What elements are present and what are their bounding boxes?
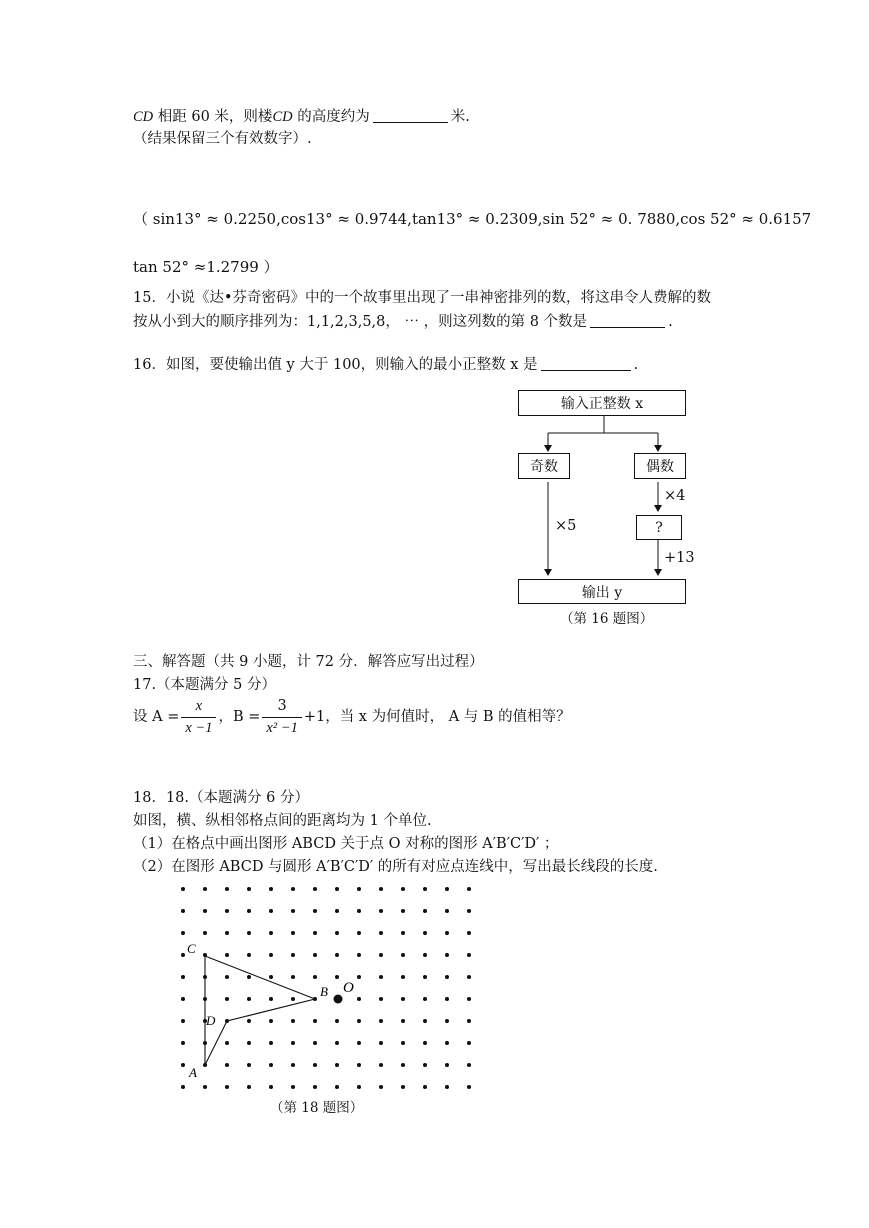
grid-dot — [291, 909, 295, 913]
q16-text-end: . — [633, 357, 639, 373]
grid-dot — [181, 953, 185, 957]
grid-dot — [423, 1085, 427, 1089]
grid-dot — [467, 953, 471, 957]
grid-dot — [445, 1019, 449, 1023]
q15-line2-wrap — [133, 313, 673, 331]
section3-title: 三、解答题（共 9 小题，计 72 分．解答应写出过程） — [133, 654, 484, 670]
q17-frac1-den: x −1 — [181, 717, 216, 737]
grid-dot — [247, 1041, 251, 1045]
q18-grid-figure — [170, 878, 490, 1098]
grid-dot — [335, 1041, 339, 1045]
flow-plus13: +13 — [664, 550, 695, 566]
grid-dot — [467, 1019, 471, 1023]
q16-text: 16．如图，要使输出值 y 大于 100，则输入的最小正整数 x 是 — [133, 357, 538, 373]
grid-dot — [335, 975, 339, 979]
grid-dot — [379, 953, 383, 957]
grid-dot — [467, 887, 471, 891]
label-c: C — [187, 941, 196, 956]
grid-dot — [401, 1041, 405, 1045]
grid-dot — [335, 909, 339, 913]
grid-dot — [335, 953, 339, 957]
grid-dot — [181, 1063, 185, 1067]
grid-dot — [335, 887, 339, 891]
grid-dot — [181, 1019, 185, 1023]
grid-dot — [445, 953, 449, 957]
grid-dot — [335, 931, 339, 935]
grid-dot — [225, 975, 229, 979]
grid-dot — [357, 887, 361, 891]
q18-caption: （第 18 题图） — [270, 1100, 364, 1116]
grid-dot — [357, 975, 361, 979]
flow-even-box — [634, 453, 686, 479]
grid-dot — [291, 887, 295, 891]
grid-dot — [313, 931, 317, 935]
q15-line2: 按从小到大的顺序排列为：1,1,2,3,5,8， ⋯ ，则这列数的第 8 个数是 — [133, 314, 588, 330]
label-d: D — [206, 1013, 216, 1028]
grid-dot — [269, 975, 273, 979]
shape-abcd — [205, 956, 315, 1065]
q18-line2: （1）在格点中画出图形 ABCD 关于点 O 对称的图形 A′B′C′D′ ； — [133, 836, 559, 852]
grid-dot — [445, 909, 449, 913]
flow-odd-box — [518, 453, 570, 479]
q14-trig-line2: tan 52° ≈1.2799 ） — [133, 258, 279, 276]
grid-dot — [269, 1063, 273, 1067]
grid-dot — [467, 997, 471, 1001]
grid-dot — [313, 887, 317, 891]
grid-dot — [313, 1063, 317, 1067]
q14-line2: （结果保留三个有效数字）. — [133, 131, 312, 147]
q17-head: 17.（本题满分 5 分） — [133, 677, 277, 693]
grid-dot — [225, 887, 229, 891]
flow-times5: ×5 — [555, 518, 577, 534]
q15-answer-blank[interactable] — [590, 313, 665, 328]
label-b: B — [320, 984, 328, 999]
grid-dot — [291, 1085, 295, 1089]
grid-dot — [379, 975, 383, 979]
grid-dot — [423, 931, 427, 935]
grid-dot — [181, 1041, 185, 1045]
q15-line1: 15．小说《达•芬奇密码》中的一个故事里出现了一串神密排列的数，将这串令人费解的数 — [133, 290, 711, 306]
grid-dot — [335, 1063, 339, 1067]
flow-question-box — [636, 515, 682, 540]
grid-dot — [357, 909, 361, 913]
grid-dot — [379, 1085, 383, 1089]
grid-dot — [291, 1019, 295, 1023]
q17-pre: 设 A = — [133, 709, 180, 726]
flow-question-label: ? — [655, 519, 663, 536]
q18-line1: 如图，横、纵相邻格点间的距离均为 1 个单位. — [133, 813, 432, 829]
grid-dot — [225, 1085, 229, 1089]
flow-output-box — [518, 579, 686, 604]
grid-dot — [401, 975, 405, 979]
grid-dot — [247, 953, 251, 957]
grid-dot — [401, 1019, 405, 1023]
grid-dot — [181, 1085, 185, 1089]
q18-line3: （2）在图形 ABCD 与圆形 A′B′C′D′ 的所有对应点连线中，写出最长线段的长度. — [133, 859, 658, 875]
grid-dot — [357, 1085, 361, 1089]
q14-answer-blank[interactable] — [373, 108, 448, 123]
grid-dot — [203, 931, 207, 935]
grid-dot — [247, 887, 251, 891]
q17-frac2-num: 3 — [277, 698, 287, 714]
grid-dot — [313, 975, 317, 979]
grid-dot — [379, 1041, 383, 1045]
grid-dot — [357, 931, 361, 935]
grid-dot — [269, 909, 273, 913]
grid-dot — [269, 887, 273, 891]
grid-dot — [313, 1019, 317, 1023]
grid-dot — [445, 931, 449, 935]
grid-dot — [401, 887, 405, 891]
grid-dot — [269, 953, 273, 957]
q17-frac1-num: x — [195, 698, 203, 714]
grid-dot — [423, 953, 427, 957]
q17-frac2-den: x² −1 — [262, 717, 301, 737]
q16-answer-blank[interactable] — [541, 356, 631, 371]
grid-dot — [247, 931, 251, 935]
grid-dot — [203, 909, 207, 913]
flow-input-box — [518, 390, 686, 416]
grid-dot — [181, 909, 185, 913]
q16-text-wrap — [133, 356, 638, 374]
grid-dot — [423, 975, 427, 979]
grid-dot — [181, 997, 185, 1001]
grid-dot — [181, 975, 185, 979]
grid-dot — [423, 997, 427, 1001]
grid-dot — [181, 887, 185, 891]
grid-dot — [467, 1041, 471, 1045]
grid-dot — [379, 997, 383, 1001]
grid-dot — [291, 931, 295, 935]
point-o-marker — [334, 995, 343, 1004]
flow-caption: （第 16 题图） — [560, 611, 654, 627]
grid-dot — [445, 1041, 449, 1045]
q17-formula — [133, 698, 571, 738]
grid-dot — [269, 931, 273, 935]
grid-dot — [401, 931, 405, 935]
grid-dot — [357, 1041, 361, 1045]
grid-dot — [423, 1019, 427, 1023]
q14-line1-text2: 的高度约为 — [292, 109, 370, 125]
grid-dot — [467, 1063, 471, 1067]
q17-post: +1，当 x 为何值时， A 与 B 的值相等？ — [303, 709, 571, 726]
grid-dot — [357, 1019, 361, 1023]
grid-dot — [247, 1019, 251, 1023]
flow-odd-label: 奇数 — [530, 459, 558, 475]
grid-dot — [247, 909, 251, 913]
grid-dot — [225, 909, 229, 913]
label-o: O — [343, 980, 354, 996]
grid-dot — [313, 953, 317, 957]
grid-dot — [203, 887, 207, 891]
q18-head: 18．18.（本题满分 6 分） — [133, 790, 309, 806]
flow-even-label: 偶数 — [646, 459, 674, 475]
grid-dot — [225, 953, 229, 957]
grid-dot — [379, 909, 383, 913]
q14-line1-text: 相距 60 米，则楼 — [153, 109, 273, 125]
grid-dot — [467, 909, 471, 913]
grid-dot — [401, 909, 405, 913]
grid-dot — [379, 1063, 383, 1067]
grid-dot — [269, 1019, 273, 1023]
grid-dot — [247, 1085, 251, 1089]
grid-dot — [379, 931, 383, 935]
grid-dot — [423, 1063, 427, 1067]
grid-dot — [379, 887, 383, 891]
grid-dot — [313, 1041, 317, 1045]
grid-dot — [247, 1063, 251, 1067]
grid-dot — [357, 1063, 361, 1067]
flow-input-label: 输入正整数 x — [560, 396, 644, 412]
q14-cd-label: CD — [133, 109, 154, 125]
grid-dot — [467, 931, 471, 935]
grid-dot — [269, 1085, 273, 1089]
q17-fraction-1 — [181, 698, 216, 738]
flow-output-label: 输出 y — [581, 584, 623, 601]
grid-dot — [247, 997, 251, 1001]
grid-dot — [313, 909, 317, 913]
grid-dot — [269, 1041, 273, 1045]
grid-dot — [181, 931, 185, 935]
grid-dot — [313, 1085, 317, 1089]
label-a: A — [189, 1065, 197, 1080]
grid-dot — [423, 909, 427, 913]
grid-dot — [401, 953, 405, 957]
grid-dot — [467, 975, 471, 979]
q14-cd-label-2: CD — [272, 109, 293, 125]
grid-dot — [445, 887, 449, 891]
grid-dot — [291, 1041, 295, 1045]
q17-mid: ，B = — [218, 709, 261, 726]
q17-fraction-2 — [262, 698, 301, 738]
grid-dot — [291, 1063, 295, 1067]
grid-dot — [225, 1063, 229, 1067]
grid-dot — [445, 975, 449, 979]
grid-dot — [247, 975, 251, 979]
grid-dot — [225, 1041, 229, 1045]
q14-line1 — [133, 108, 470, 126]
grid-dot — [225, 931, 229, 935]
grid-dot — [335, 1085, 339, 1089]
grid-dot — [291, 953, 295, 957]
grid-dot — [445, 1085, 449, 1089]
grid-dot — [291, 997, 295, 1001]
grid-dot — [269, 997, 273, 1001]
grid-dot — [401, 1085, 405, 1089]
grid-dot — [445, 997, 449, 1001]
grid-dot — [445, 1063, 449, 1067]
grid-dot — [379, 1019, 383, 1023]
grid-dot — [225, 997, 229, 1001]
grid-dot — [335, 1019, 339, 1023]
q14-unit: 米. — [450, 109, 470, 125]
grid-dot — [291, 975, 295, 979]
q15-line2-end: . — [668, 314, 673, 330]
flow-times4: ×4 — [664, 488, 686, 504]
grid-dot — [401, 1063, 405, 1067]
grid-dot — [203, 1085, 207, 1089]
grid-dot — [423, 887, 427, 891]
grid-dot — [357, 953, 361, 957]
grid-dot — [467, 1085, 471, 1089]
q14-trig-line1: （ sin13° ≈ 0.2250,cos13° ≈ 0.9744,tan13° ≈ 0.2309,sin 52° ≈ 0. 7880,cos 52° ≈ 0.6157 — [133, 210, 812, 228]
grid-dot — [357, 997, 361, 1001]
grid-dot — [423, 1041, 427, 1045]
grid-dot — [401, 997, 405, 1001]
